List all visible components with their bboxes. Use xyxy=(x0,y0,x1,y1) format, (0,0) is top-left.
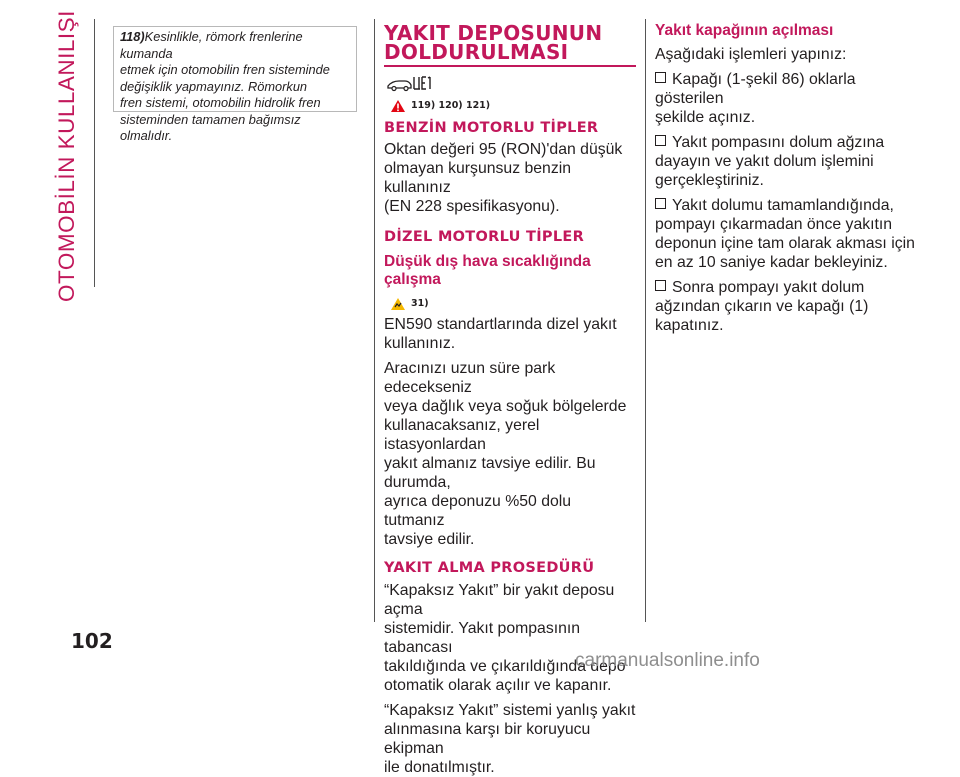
checkbox-bullet-icon xyxy=(655,72,666,83)
fuel-flap-column xyxy=(655,22,925,335)
step-item: Kapağı (1-şekil 86) oklarla gösterilen şekilde açınız. xyxy=(655,71,856,126)
heading-petrol: BENZİN MOTORLU TİPLER xyxy=(384,120,599,136)
note-line: fren sistemi, otomobilin hidrolik fren xyxy=(120,95,321,110)
trailer-brake-warning-note xyxy=(113,26,357,143)
warning-triangle-icon xyxy=(390,99,406,113)
checkbox-bullet-icon xyxy=(655,280,666,291)
note-line: sisteminden tamamen bağımsız olmalıdır. xyxy=(120,111,301,143)
checkbox-bullet-icon xyxy=(655,135,666,146)
diesel-text-1: EN590 standartlarında dizel yakıt kullanınız. xyxy=(384,316,617,352)
note-number: 118) xyxy=(120,29,145,44)
checkbox-bullet-icon xyxy=(655,198,666,209)
warning-refs-row xyxy=(390,98,636,113)
step-item: Yakıt pompasını dolum ağzına dayayın ve yakıt dolum işlemini gerçekleştiriniz. xyxy=(655,134,885,189)
warning-references: 119) 120) 121) xyxy=(411,100,491,111)
diesel-text-2: Aracınızı uzun süre park edecekseniz veya dağlık veya soğuk bölgelerde kullanacaksanız, yerel istasyonlardan yakıt almanız tavsiye edilir. Bu durumda, ayrıca deponuzu %50 dolu tutmanız tavsiye edilir. xyxy=(384,360,627,548)
steps-intro: Aşağıdaki işlemleri yapınız: xyxy=(655,46,847,63)
car-version-icon xyxy=(386,74,434,92)
caution-refs-row xyxy=(390,296,636,311)
heading-diesel: DİZEL MOTORLU TİPLER xyxy=(384,229,585,245)
petrol-text: Oktan değeri 95 (RON)'dan düşük olmayan kurşunsuz benzin kullanınız (EN 228 spesifikasyonu). xyxy=(384,141,623,215)
note-line: değişiklik yapmayınız. Römorkun xyxy=(120,78,308,94)
note-line: etmek için otomobilin fren sisteminde xyxy=(120,62,330,77)
heading-refueling-procedure: YAKIT ALMA PROSEDÜRÜ xyxy=(384,560,595,576)
heading-fuel-flap-opening: Yakıt kapağının açılması xyxy=(655,22,834,39)
page-number: 102 xyxy=(71,629,113,653)
watermark: carmanualsonline.info xyxy=(575,650,760,671)
step-item: Sonra pompayı yakıt dolum ağzından çıkarın ve kapağı (1) kapatınız. xyxy=(655,279,869,334)
note-line: 118)Kesinlikle, römork frenlerine kumanda xyxy=(120,29,303,61)
step-item: Yakıt dolumu tamamlandığında, pompayı çıkarmadan önce yakıtın deponun içine tam olarak akması için en az 10 saniye kadar bekleyiniz. xyxy=(655,197,915,271)
title-underline xyxy=(384,65,636,67)
column-divider-left xyxy=(374,19,375,622)
caution-triangle-icon xyxy=(390,297,406,311)
section-title: YAKIT DEPOSUNUN DOLDURULMASI xyxy=(384,21,603,64)
caution-references: 31) xyxy=(411,298,429,309)
procedure-text-1: “Kapaksız Yakıt” bir yakıt deposu açma sistemidir. Yakıt pompasının tabancası takıldığında ve çıkarıldığında depo otomatik olarak açılır ve kapanır. xyxy=(384,582,626,694)
procedure-text-2: “Kapaksız Yakıt” sistemi yanlış yakıt alınmasına karşı bir koruyucu ekipman ile donatılmıştır. xyxy=(384,702,636,776)
subheading-cold-weather: Düşük dış hava sıcaklığında çalışma xyxy=(384,253,591,288)
section-title-vertical: OTOMOBİLİN KULLANILIŞI xyxy=(54,10,79,302)
sidebar-divider xyxy=(94,19,95,287)
column-divider-right xyxy=(645,19,646,622)
